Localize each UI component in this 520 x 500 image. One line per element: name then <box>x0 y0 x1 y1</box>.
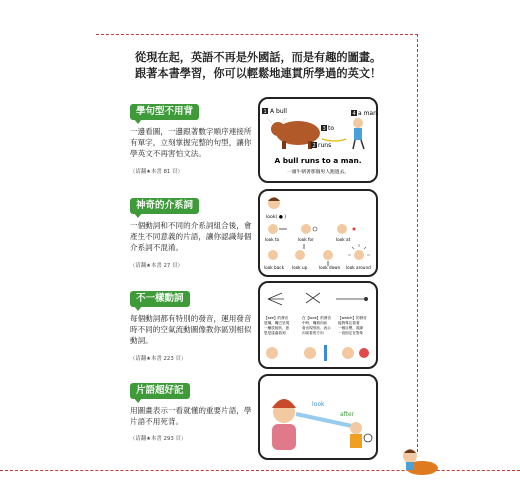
watch-note-4: 一直固定在對象 <box>338 331 364 335</box>
page-reference: （请翻★本書 27 頁） <box>130 262 183 269</box>
section-description: 用圖畫表示一看就懂的重要片語，學片語不用死背。 <box>130 406 252 427</box>
panel-prepositions <box>258 189 378 277</box>
word-to: to <box>328 125 335 132</box>
section-description: 一個動詞和不同的介系詞組合後，會產生不同意義的片語，讓你認識每個介系詞不混淆。 <box>130 221 252 253</box>
verbs-illustration <box>260 283 376 367</box>
label-look-around: look around <box>346 265 371 270</box>
section-tag: 不一樣動詞 <box>130 291 190 307</box>
look-note-1: 在【look】的發音 <box>302 316 332 320</box>
man-icon <box>353 118 363 128</box>
look-note-3: 會出現形狀，表示 <box>302 326 331 330</box>
see-note-2: 是嘴，嘴巴呈現 <box>264 321 290 325</box>
section-verbs <box>130 286 258 362</box>
boy-face-icon <box>350 422 362 434</box>
number-1: 1 <box>263 109 267 115</box>
word-a-bull: A bull <box>270 108 287 115</box>
row2-faces <box>268 244 370 266</box>
watch-face-icon <box>342 347 354 359</box>
label-look-down: look down <box>319 265 341 270</box>
see-note-1: 【see】的發音 <box>264 316 289 320</box>
label-look-up: look up <box>292 265 308 270</box>
look-face-icon <box>304 347 316 359</box>
number-3: 3 <box>322 126 326 132</box>
label-look-for: look for <box>298 237 314 242</box>
look-note-4: 向前看的方向 <box>302 331 324 335</box>
see-note-4: 思是遠處看到 <box>264 331 286 335</box>
row1-faces <box>268 224 356 234</box>
section-tag: 神奇的介系詞 <box>130 198 199 214</box>
watch-note-2: 能夠專注看著 <box>338 321 360 325</box>
label-look-back: look back <box>264 265 284 270</box>
section-tag: 片語超好記 <box>130 383 190 399</box>
watch-note-3: 一個目標，視線 <box>338 326 364 330</box>
page-reference: （请翻★本書 293 頁） <box>130 436 187 443</box>
see-note-3: 一種放射狀，意 <box>264 326 290 330</box>
target-icon <box>359 348 369 358</box>
ball-icon <box>364 434 372 442</box>
watch-note-1: 【watch】的發音 <box>338 316 367 320</box>
bull-illustration <box>260 99 379 181</box>
word-runs: runs <box>318 142 332 149</box>
woman-body <box>272 424 296 450</box>
intro-text <box>135 50 395 82</box>
word-a-man: a man. <box>358 110 379 117</box>
word-after: after <box>340 411 355 418</box>
bottom-dashed-border <box>0 470 520 471</box>
sentence-text: A bull runs to a man. <box>274 156 362 165</box>
panel-bull-illustration <box>258 97 378 183</box>
sentence-caption: 一頭牛朝著那個男人跑過去。 <box>286 170 350 175</box>
intro-line-2: 跟著本書學習，你可以輕鬆地連貫所學過的英文！ <box>135 67 382 80</box>
corner-mascot-icon <box>396 442 442 480</box>
see-face-icon <box>266 347 278 359</box>
panel-phrases <box>258 374 378 460</box>
panel-verbs <box>258 281 378 369</box>
section-tag: 學句型不用背 <box>130 104 199 120</box>
right-dashed-border <box>417 34 418 452</box>
label-look-to: look to <box>265 237 280 242</box>
number-4: 4 <box>352 111 356 117</box>
look-label: look( ● ) <box>266 215 287 220</box>
word-look: look <box>312 401 325 408</box>
section-phrases <box>130 378 258 442</box>
section-description: 每個動詞都有特別的發音，運用發音時不同的空氣流動圖像教你區別相似動詞。 <box>130 314 252 346</box>
prepositions-illustration <box>260 191 376 275</box>
page-reference: （请翻★本書 223 頁） <box>130 355 187 362</box>
top-dashed-border <box>96 34 418 35</box>
section-prepositions <box>130 193 258 269</box>
phrases-illustration <box>260 376 376 458</box>
number-2: 2 <box>312 143 316 149</box>
look-note-2: 中時，嘴唇向前 <box>302 321 328 325</box>
section-sentence-patterns <box>130 99 258 175</box>
section-description: 一邊看圖，一邊跟著數字順序連接所有單字，立刻掌握完整的句型，讓你學英文不再害怕文法。 <box>130 127 252 159</box>
label-look-at: look at <box>336 237 351 242</box>
intro-line-1: 從現在起，英語不再是外國話，而是有趣的圖畫。 <box>135 51 382 64</box>
page-reference: （请翻★本書 81 頁） <box>130 168 183 175</box>
